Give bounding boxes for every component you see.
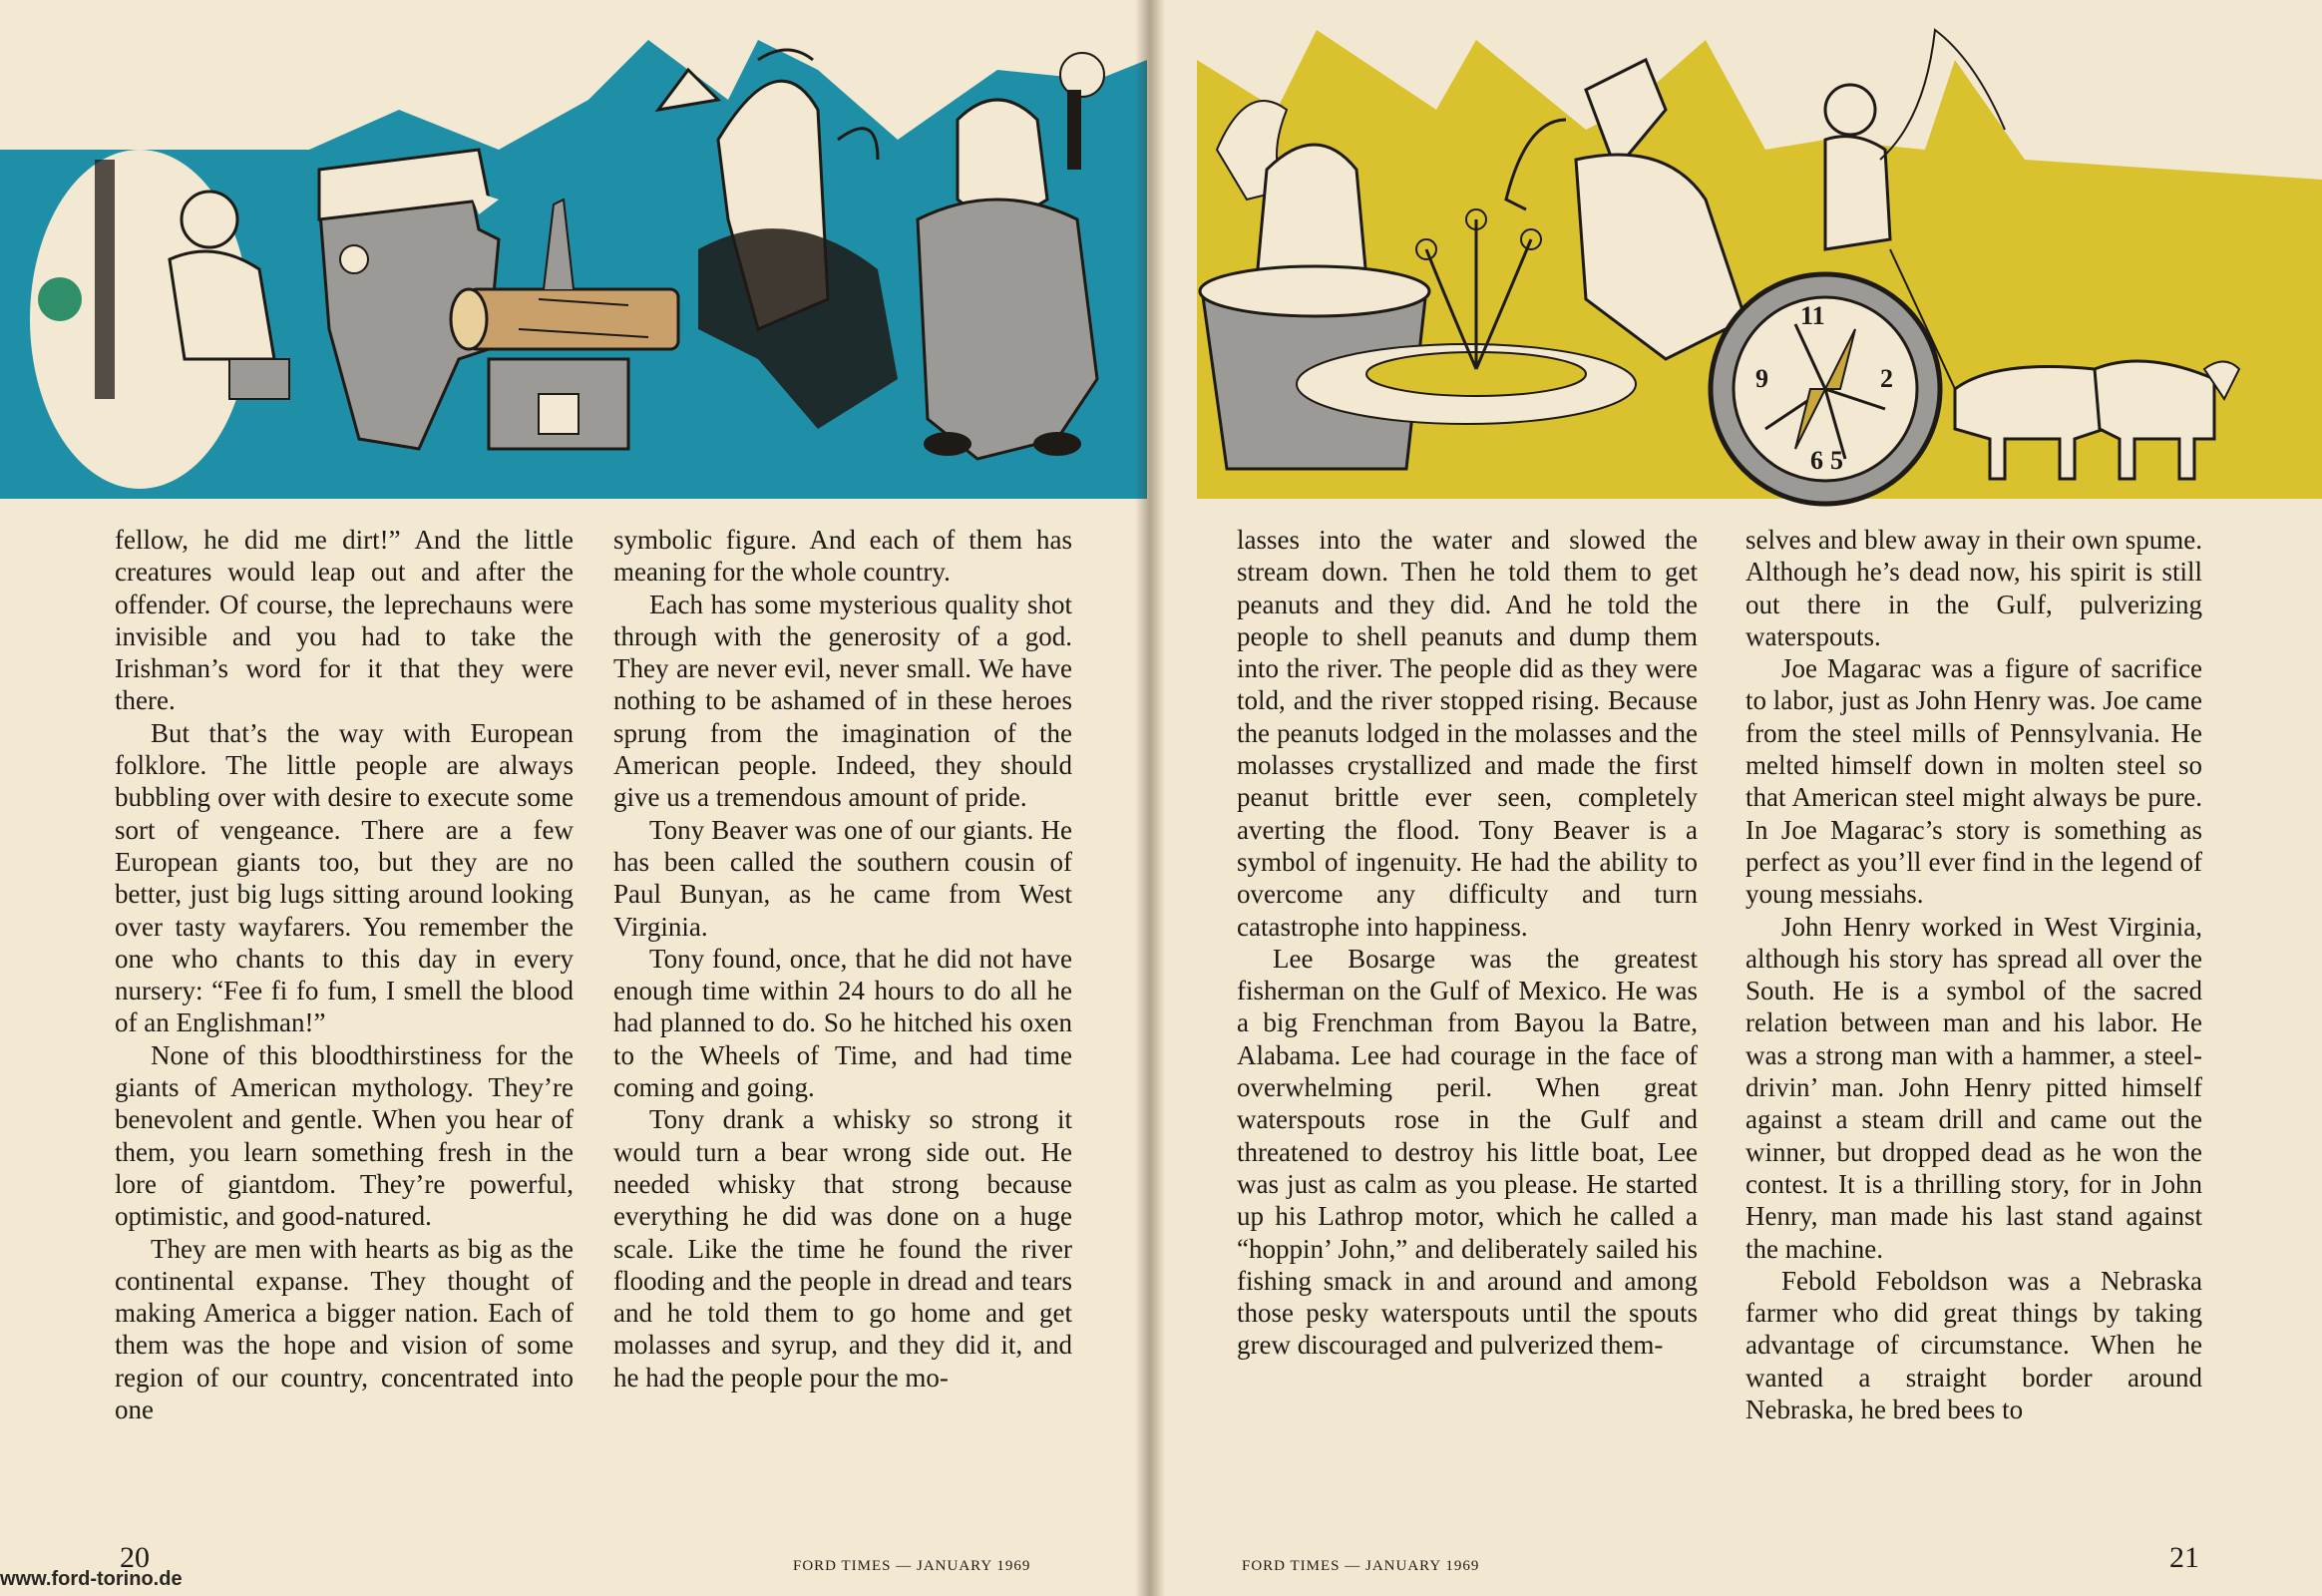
right-column-1	[1237, 524, 1698, 1362]
clock-wheel-icon	[1711, 274, 1940, 504]
paragraph: Tony Beaver was one of our giants. He has been called the southern cousin of Paul Bunyan, as he came from West Virginia.	[613, 814, 1072, 942]
page-number: 21	[2169, 1541, 2199, 1574]
paragraph: selves and blew away in their own spume. Although he’s dead now, his spirit is still out there in the Gulf, pulverizing waterspouts.	[1745, 525, 2202, 651]
clock-numeral: 9	[1755, 364, 1768, 393]
paragraph: John Henry worked in West Virginia, although his story has spread all over the South. He is a symbol of the sacred relation between man and his labor. He was a strong man with a hammer, a steel-drivin’ man. John Henry pitted himself against a steam drill and came out the winner, but dropped dead as he won the contest. It is a thrilling story, for in John Henry, man made his last stand against the machine.	[1745, 911, 2202, 1264]
clock-numeral: 2	[1880, 364, 1893, 393]
paragraph: lasses into the water and slowed the stream down. Then he told them to get peanuts and they did. And he told the people to shell peanuts and dump them into the river. The people did as they were told, and the river stopped rising. Because the peanuts lodged in the molasses and the molasses crystallized and made the first peanut brittle ever seen, completely averting the flood. Tony Beaver is a symbol of ingenuity. He had the ability to overcome any difficulty and turn catastrophe into happiness.	[1237, 525, 1698, 942]
paragraph: None of this bloodthirstiness for the giants of American mythology. They’re benevolent and gentle. When you hear of them, you learn something fresh in the lore of giantdom. They’re powerful, optimistic, and good-natured.	[115, 1039, 574, 1232]
running-foot: FORD TIMES — JANUARY 1969	[793, 1558, 1031, 1574]
paragraph: fellow, he did me dirt!” And the little creatures would leap out and after the offender. Of course, the leprechauns were invisible and you had to take the Irishman’s word for it that they were there.	[115, 525, 574, 716]
clock-numeral: 11	[1800, 301, 1825, 330]
paragraph: Joe Magarac was a figure of sacrifice to labor, just as John Henry was. Joe came from the steel mills of Pennsylvania. He melted himself down in molten steel so that American steel might always be pure. In Joe Magarac’s story is something as perfect as you’ll ever find in the legend of young messiahs.	[1745, 653, 2202, 910]
binding-gutter	[1135, 0, 1165, 1596]
paragraph: Lee Bosarge was the greatest fisherman on the Gulf of Mexico. He was a big Frenchman from Bayou la Batre, Alabama. Lee had courage in the face of overwhelming peril. When great waterspouts rose in the Gulf and threatened to destroy his little boat, Lee was just as calm as you please. He started up his Lathrop motor, which he called a “hoppin’ John,” and deliberately sailed his fishing smack in and around and among those pesky waterspouts until the spouts grew discouraged and pulverized them-	[1237, 943, 1698, 1361]
right-illustration	[1147, 0, 2322, 509]
clock-numeral: 5	[1830, 446, 1843, 475]
paragraph: Tony found, once, that he did not have enough time within 24 hours to do all he had planned to do. So he hitched his oxen to the Wheels of Time, and had time coming and going.	[613, 943, 1072, 1103]
running-foot: FORD TIMES — JANUARY 1969	[1242, 1558, 1480, 1574]
right-page	[1147, 0, 2322, 1596]
left-illustration	[0, 0, 1147, 509]
left-column-2	[613, 524, 1072, 1394]
paragraph: They are men with hearts as big as the continental expanse. They thought of making America a bigger nation. Each of them was the hope and vision of some region of our country, concentrated into one	[115, 1233, 574, 1425]
watermark-url: www.ford-torino.de	[0, 1568, 183, 1590]
left-page	[0, 0, 1147, 1596]
clock-numeral: 6	[1810, 446, 1823, 475]
paragraph: Febold Feboldson was a Nebraska farmer who did great things by taking advantage of circumstance. When he wanted a straight border around Nebraska, he bred bees to	[1745, 1265, 2202, 1425]
paragraph: symbolic figure. And each of them has meaning for the whole country.	[613, 525, 1072, 588]
paragraph: But that’s the way with European folklore. The little people are always bubbling over with desire to execute some sort of vengeance. There are a few European giants too, but they are no better, just big lugs sitting around looking over tasty wayfarers. You remember the one who chants to this day in every nursery: “Fee fi fo fum, I smell the blood of an Englishman!”	[115, 717, 574, 1038]
paragraph: Tony drank a whisky so strong it would turn a bear wrong side out. He needed whisky that strong because everything he did was done on a huge scale. Like the time he found the river flooding and the people in dread and tears and he told them to go home and get molasses and syrup, and they did it, and he had the people pour the mo-	[613, 1104, 1072, 1393]
paragraph: Each has some mysterious quality shot through with the generosity of a god. They are never evil, never small. We have nothing to be ashamed of in these heroes sprung from the imagination of the American people. Indeed, they should give us a tremendous amount of pride.	[613, 589, 1072, 813]
left-column-1	[115, 524, 574, 1425]
page-number: 20	[120, 1541, 150, 1574]
right-column-2	[1745, 524, 2202, 1425]
